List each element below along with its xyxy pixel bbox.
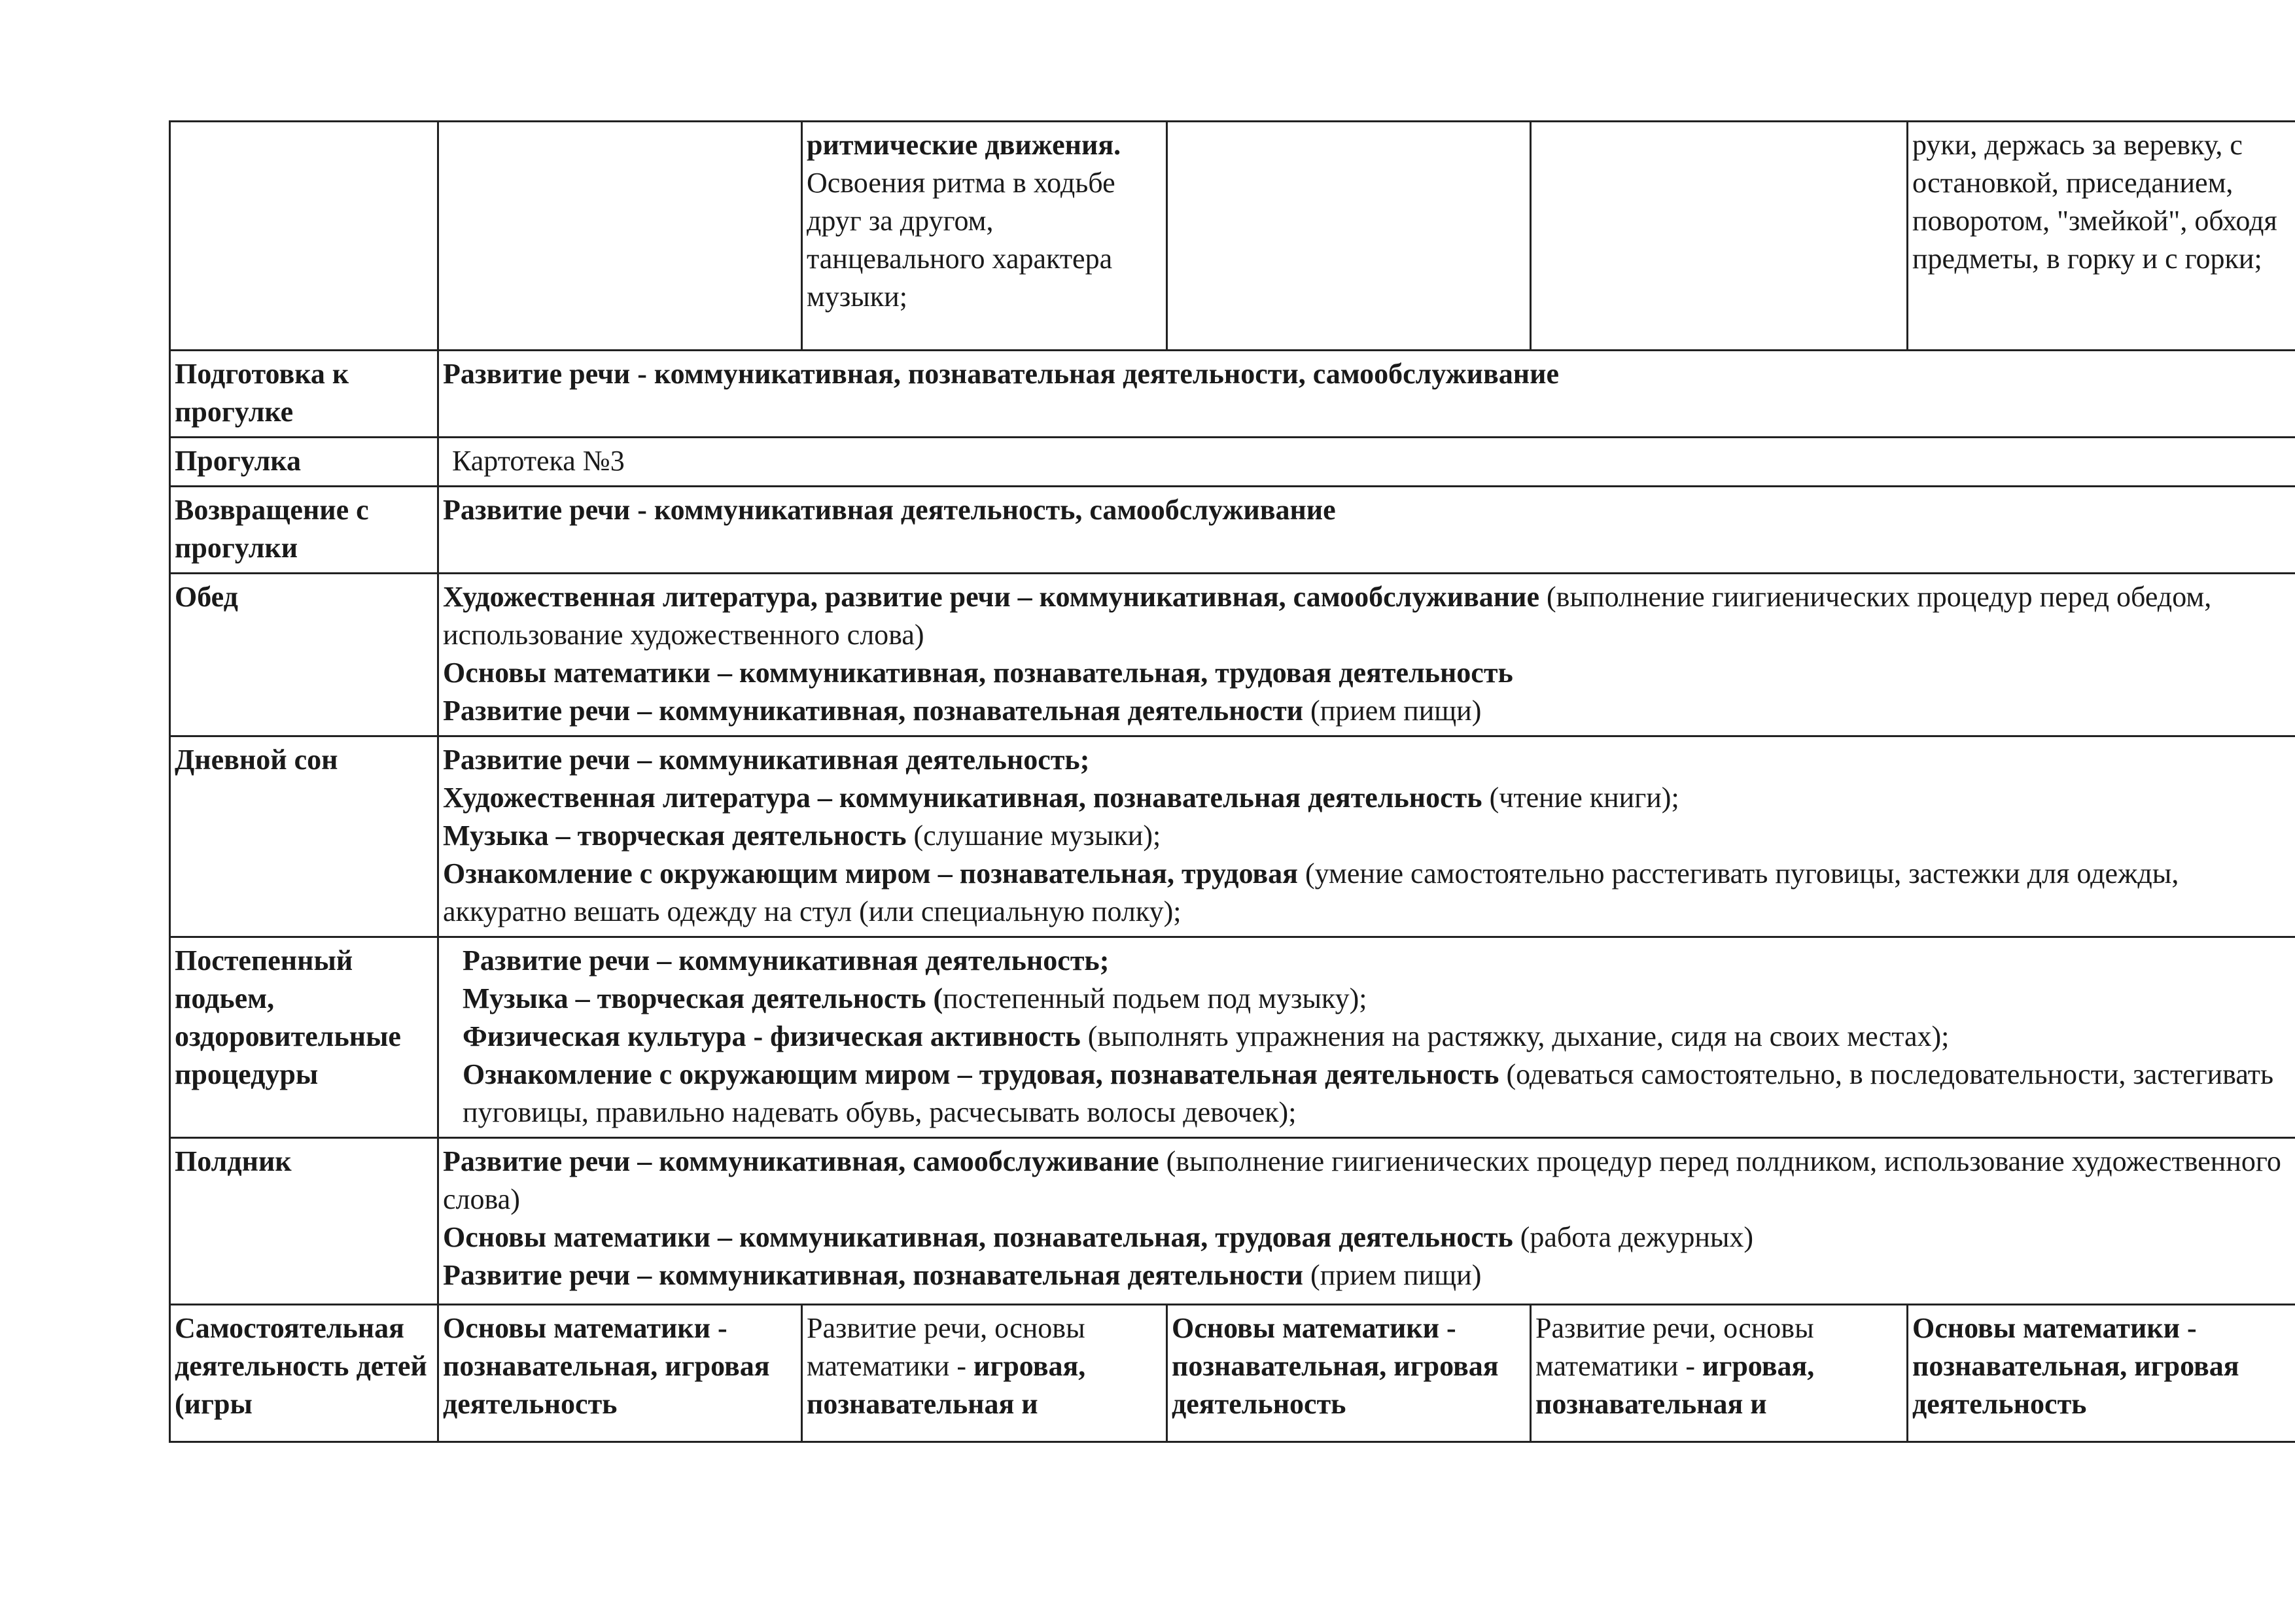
row-content: Художественная литература, развитие речи – коммуникативная, самообслуживание (выполнение гиигиенических процедур перед обедом, использование художественного слова) Основы математики – коммуникативная, познавательная, трудовая деятельность Развитие речи – коммуникативная, познавательная деятельности (прием пищи) <box>438 574 2295 736</box>
row-content: Развитие речи – коммуникативная деятельность; Художественная литература – коммуникативная, познавательная деятельность (чтение книги); Музыка – творческая деятельность (слушание музыки); Ознакомление с окружающим миром – познавательная, трудовая (умение самостоятельно расстегивать пуговицы, застежки для одежды, аккуратно вешать одежду на стул (или специальную полку); <box>438 736 2295 937</box>
indep-cell-5: Основы математики - познавательная, игровая деятельность <box>1908 1305 2295 1442</box>
table-row <box>170 1138 2295 1305</box>
row-content: Развитие речи – коммуникативная деятельность; Музыка – творческая деятельность (постепенный подьем под музыку); Физическая культура - физическая активность (выполнять упражнения на растяжку, дыхание, сидя на своих местах); Ознакомление с окружающим миром – трудовая, познавательная деятельность (одеваться самостоятельно, в последовательности, застегивать пуговицы, правильно надевать обувь, расчесывать волосы девочек); <box>438 937 2295 1138</box>
daily-plan-table <box>169 120 2295 1443</box>
table-row <box>170 351 2295 438</box>
indep-cell-4: Развитие речи, основы математики - игровая, познавательная и <box>1531 1305 1908 1442</box>
row-label: Возвращение с прогулки <box>170 487 438 574</box>
table-row <box>170 1305 2295 1442</box>
empty-cell <box>1531 122 1908 351</box>
cell-rhythm: ритмические движения. Освоения ритма в ходьбе друг за другом, танцевального характера музыки; <box>802 122 1167 351</box>
empty-cell <box>438 122 802 351</box>
row-content: Развитие речи - коммуникативная деятельность, самообслуживание <box>438 487 2295 574</box>
row-label: Самостоятельная деятельность детей (игры <box>170 1305 438 1442</box>
row-label: Подготовка к прогулке <box>170 351 438 438</box>
row-label: Полдник <box>170 1138 438 1305</box>
schedule-sheet <box>169 120 2295 1443</box>
table-row <box>170 487 2295 574</box>
row-label: Постепенный подьем, оздоровительные процедуры <box>170 937 438 1138</box>
indep-cell-2: Развитие речи, основы математики - игровая, познавательная и <box>802 1305 1167 1442</box>
row-content: Картотека №3 <box>438 438 2295 487</box>
row-label: Дневной сон <box>170 736 438 937</box>
table-row <box>170 736 2295 937</box>
table-row <box>170 438 2295 487</box>
table-row <box>170 574 2295 736</box>
indep-cell-1: Основы математики - познавательная, игровая деятельность <box>438 1305 802 1442</box>
table-row <box>170 937 2295 1138</box>
cell-rope-walk: руки, держась за веревку, с остановкой, приседанием, поворотом, "змейкой", обходя предметы, в горку и с горки; <box>1908 122 2295 351</box>
row-content: Развитие речи - коммуникативная, познавательная деятельности, самообслуживание <box>438 351 2295 438</box>
empty-cell <box>1167 122 1531 351</box>
table-row <box>170 122 2295 351</box>
indep-cell-3: Основы математики - познавательная, игровая деятельность <box>1167 1305 1531 1442</box>
row-label: Обед <box>170 574 438 736</box>
empty-cell <box>170 122 438 351</box>
row-label: Прогулка <box>170 438 438 487</box>
row-content: Развитие речи – коммуникативная, самообслуживание (выполнение гиигиенических процедур перед полдником, использование художественного слова) Основы математики – коммуникативная, познавательная, трудовая деятельность (работа дежурных) Развитие речи – коммуникативная, познавательная деятельности (прием пищи) <box>438 1138 2295 1305</box>
